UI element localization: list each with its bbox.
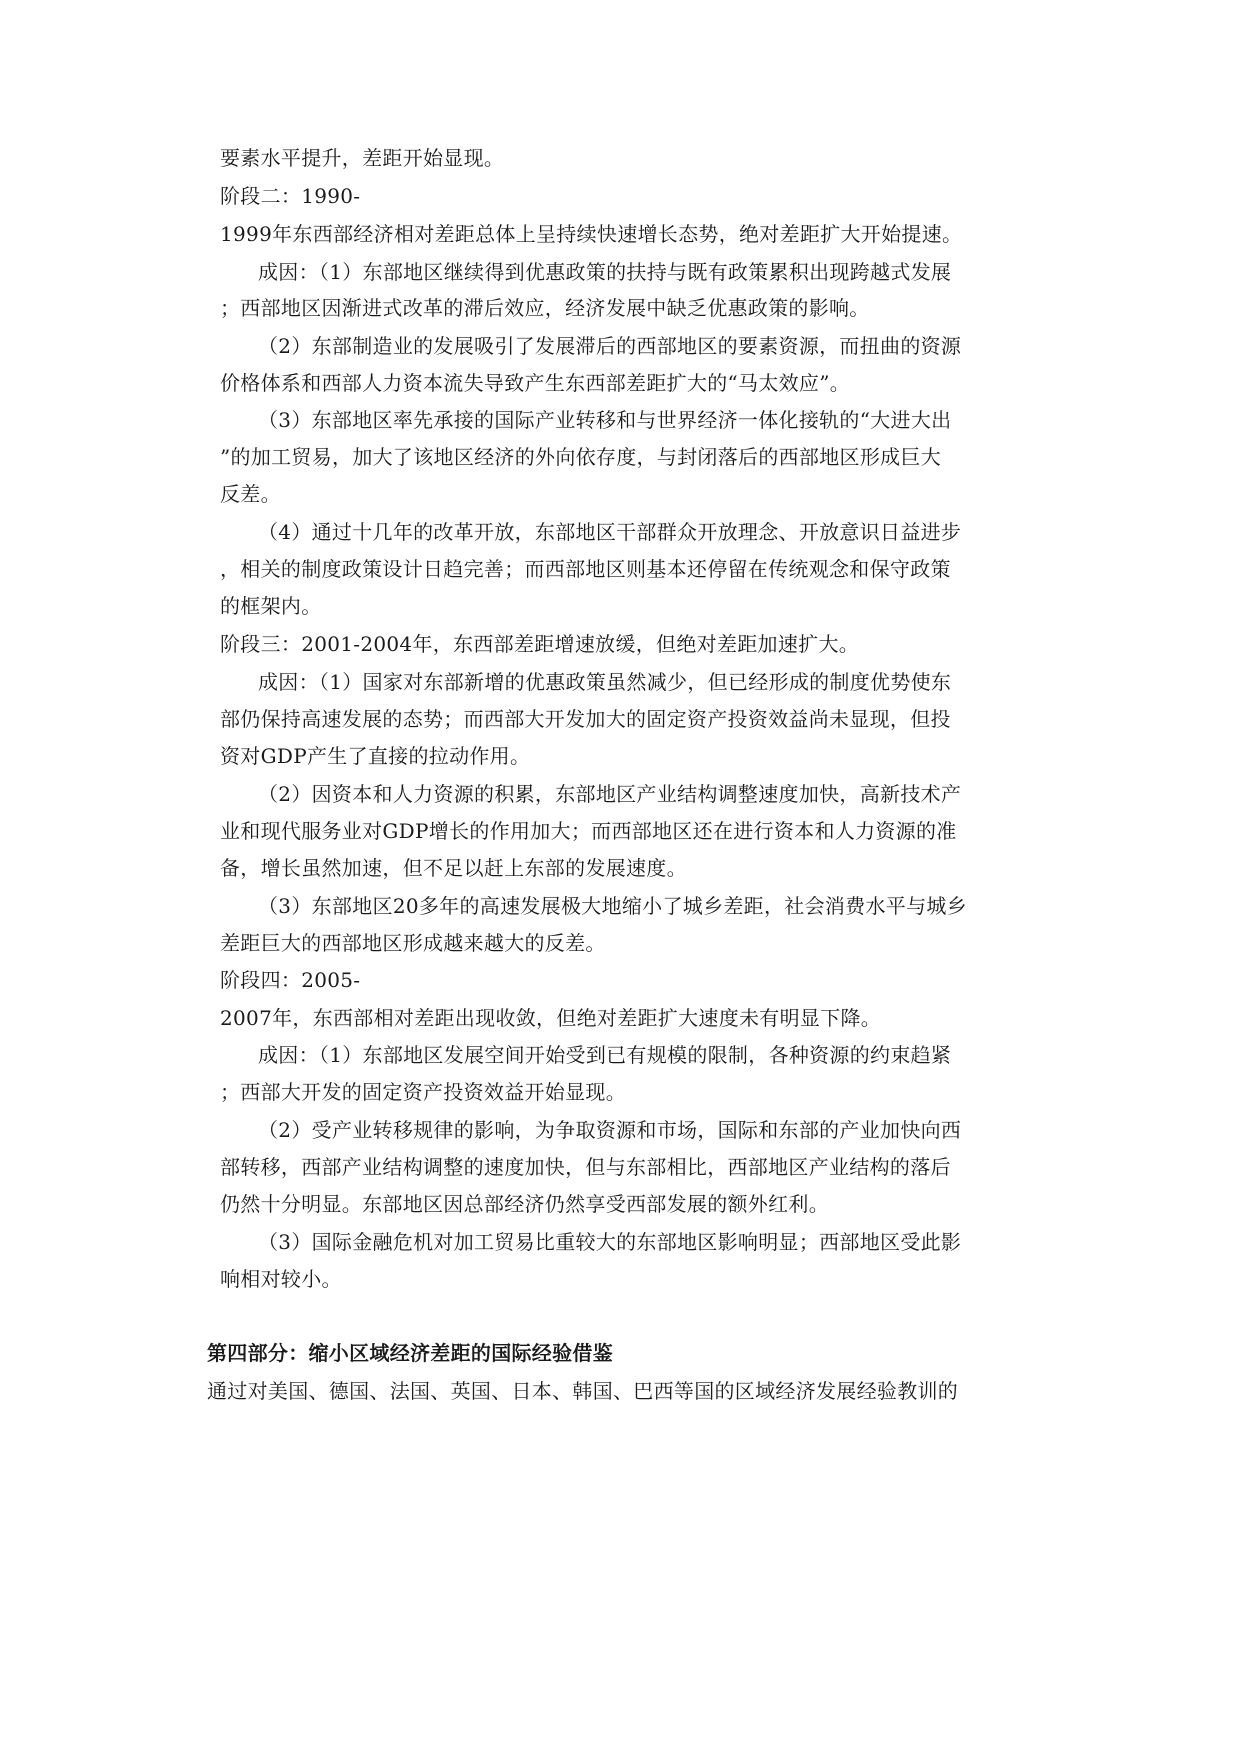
text-line: （2）东部制造业的发展吸引了发展滞后的西部地区的要素资源，而扭曲的资源: [258, 334, 962, 358]
section-heading: 第四部分：缩小区域经济差距的国际经验借鉴: [207, 1341, 613, 1365]
stage-heading: 阶段四：2005-: [220, 968, 361, 992]
text-line: （4）通过十几年的改革开放，东部地区干部群众开放理念、开放意识日益进步: [258, 520, 962, 544]
text-line: 通过对美国、德国、法国、英国、日本、韩国、巴西等国的区域经济发展经验教训的: [207, 1379, 959, 1403]
text-line: （2）受产业转移规律的影响，为争取资源和市场，国际和东部的产业加快向西: [258, 1118, 962, 1142]
text-line: （3）东部地区20多年的高速发展极大地缩小了城乡差距，社会消费水平与城乡: [258, 894, 967, 918]
text-line: 成因：（1）国家对东部新增的优惠政策虽然减少，但已经形成的制度优势使东: [258, 670, 952, 694]
text-line: 部转移，西部产业结构调整的速度加快，但与东部相比，西部地区产业结构的落后: [220, 1155, 951, 1179]
text-line: 仍然十分明显。东部地区因总部经济仍然享受西部发展的额外红利。: [220, 1192, 829, 1216]
text-line: 备，增长虽然加速，但不足以赶上东部的发展速度。: [220, 856, 687, 880]
text-line: ；西部地区因渐进式改革的滞后效应，经济发展中缺乏优惠政策的影响。: [220, 296, 870, 320]
stage-heading: 阶段二：1990-: [220, 184, 361, 208]
text-line: 2007年，东西部相对差距出现收敛，但绝对差距扩大速度未有明显下降。: [220, 1006, 882, 1030]
text-line: 差距巨大的西部地区形成越来越大的反差。: [220, 931, 606, 955]
stage-heading: 阶段三：2001-2004年，东西部差距增速放缓，但绝对差距加速扩大。: [220, 632, 860, 656]
text-line: （3）国际金融危机对加工贸易比重较大的东部地区影响明显；西部地区受此影: [258, 1230, 962, 1254]
text-line: ，相关的制度政策设计日趋完善；而西部地区则基本还停留在传统观念和保守政策: [220, 557, 951, 581]
text-line: （2）因资本和人力资源的积累，东部地区产业结构调整速度加快，高新技术产: [258, 782, 962, 806]
text-line: ；西部大开发的固定资产投资效益开始显现。: [220, 1080, 626, 1104]
text-line: 价格体系和西部人力资本流失导致产生东西部差距扩大的“马太效应”。: [220, 371, 851, 395]
text-line: ”的加工贸易，加大了该地区经济的外向依存度，与封闭落后的西部地区形成巨大: [220, 445, 942, 469]
text-line: 业和现代服务业对GDP增长的作用加大；而西部地区还在进行资本和人力资源的准: [220, 819, 957, 843]
text-line: 响相对较小。: [220, 1267, 342, 1291]
text-line: 资对GDP产生了直接的拉动作用。: [220, 744, 531, 768]
text-line: 部仍保持高速发展的态势；而西部大开发加大的固定资产投资效益尚未显现，但投: [220, 707, 951, 731]
text-line: 要素水平提升，差距开始显现。: [220, 146, 505, 170]
text-line: 成因：（1）东部地区发展空间开始受到已有规模的限制，各种资源的约束趋紧: [258, 1043, 952, 1067]
text-line: 的框架内。: [220, 594, 322, 618]
text-line: 成因：（1）东部地区继续得到优惠政策的扶持与既有政策累积出现跨越式发展: [258, 260, 952, 284]
text-line: 1999年东西部经济相对差距总体上呈持续快速增长态势，绝对差距扩大开始提速。: [220, 222, 963, 246]
text-line: （3）东部地区率先承接的国际产业转移和与世界经济一体化接轨的“大进大出: [258, 408, 952, 432]
text-line: 反差。: [220, 482, 281, 506]
